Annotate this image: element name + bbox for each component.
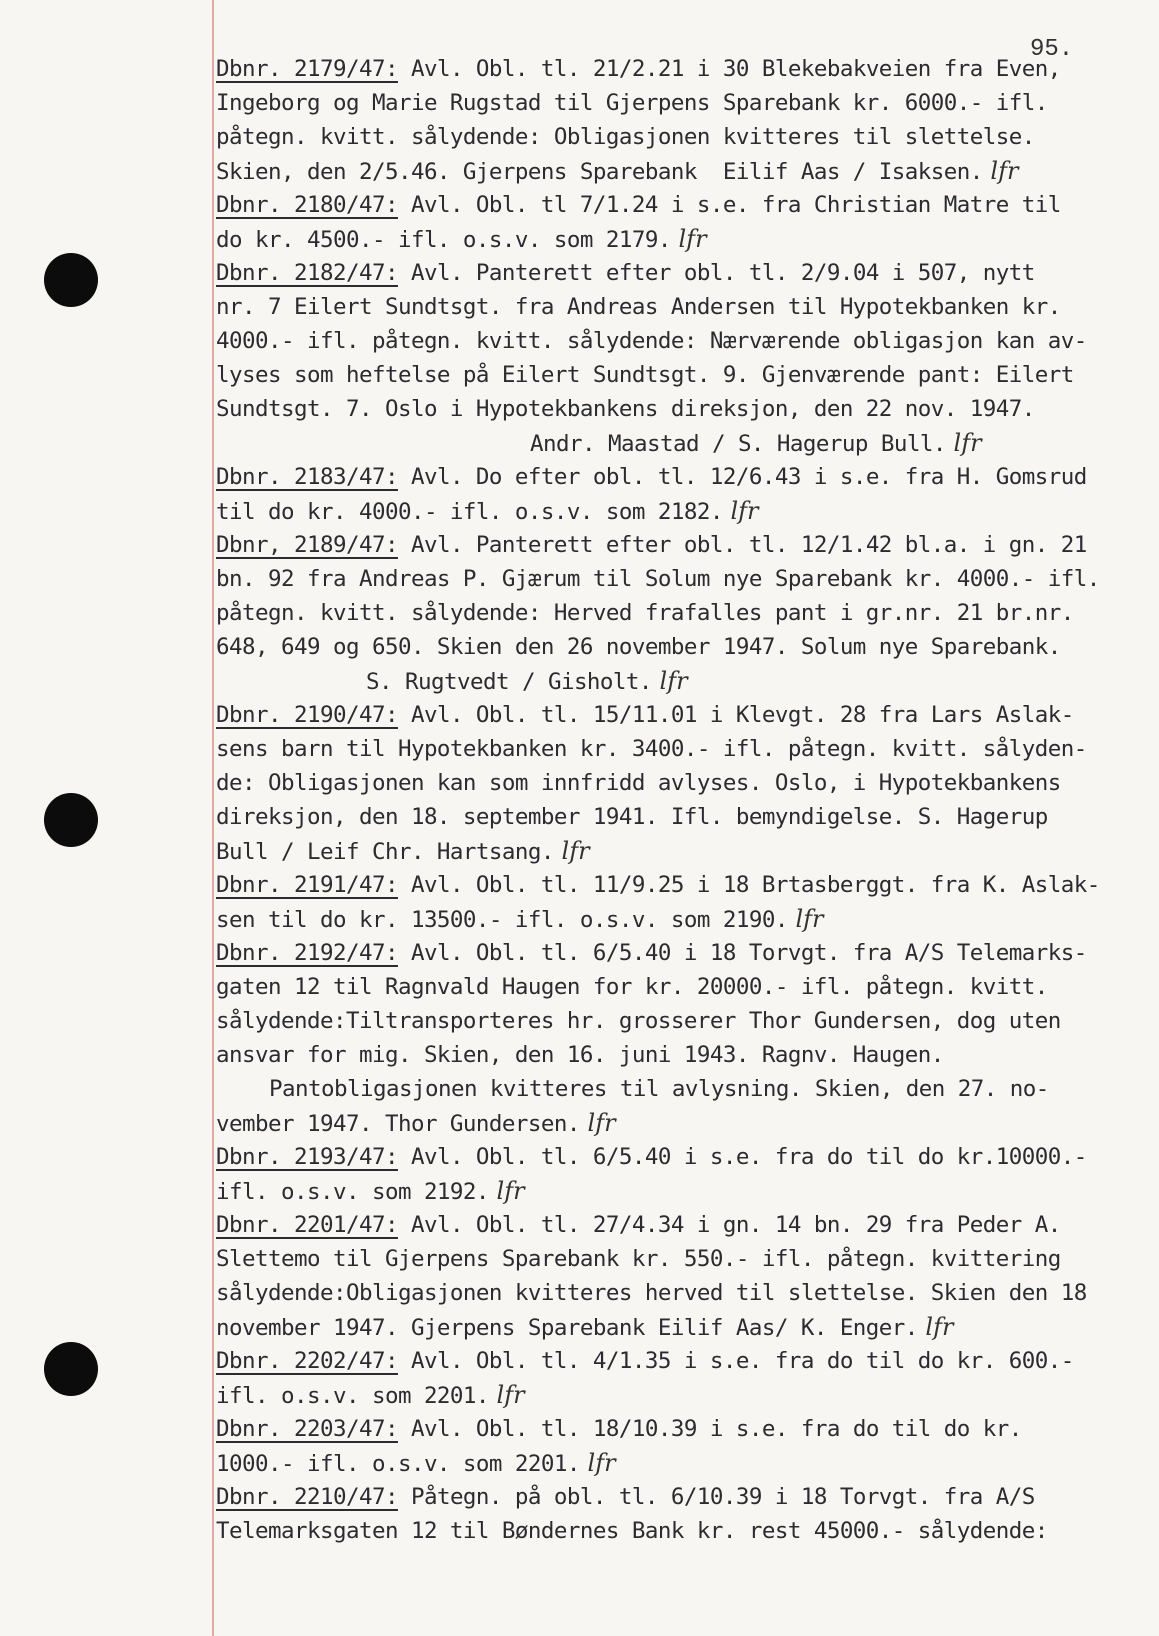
text-line [216, 426, 1146, 460]
entry-text: Avl. Panterett efter obl. tl. 12/1.42 bl.a. i gn. 21 [397, 532, 1087, 558]
entry-text: Avl. Obl. tl. 6/5.40 i 18 Torvgt. fra A/S Telemarks- [397, 940, 1087, 966]
ledger-text [216, 52, 1146, 1548]
entry-reference: Dbnr. 2203/47: [216, 1416, 398, 1442]
text-line [216, 766, 1146, 800]
entry-line [216, 698, 1146, 732]
text-line [216, 1038, 1146, 1072]
entry-line [216, 936, 1146, 970]
text-line [216, 664, 1146, 698]
entry-text: Avl. Obl. tl. 4/1.35 i s.e. fra do til do kr. 600.- [397, 1348, 1074, 1374]
entry-text: Avl. Obl. tl 7/1.24 i s.e. fra Christian Matre til [397, 192, 1061, 218]
punch-hole [44, 1342, 98, 1396]
entry-text: påtegn. kvitt. sålydende: Herved frafalles pant i gr.nr. 21 br.nr. [216, 600, 1074, 626]
handwritten-mark: lfr [651, 667, 688, 695]
entry-reference: Dbnr. 2180/47: [216, 192, 398, 218]
entry-text: sen til do kr. 13500.- ifl. o.s.v. som 2190. [216, 907, 788, 933]
entry-text: bn. 92 fra Andreas P. Gjærum til Solum nye Sparebank kr. 4000.- ifl. [216, 566, 1100, 592]
entry-reference: Dbnr, 2189/47: [216, 532, 398, 558]
text-line [216, 120, 1146, 154]
entry-reference: Dbnr. 2201/47: [216, 1212, 398, 1238]
handwritten-mark: lfr [488, 1177, 525, 1205]
text-line [216, 970, 1146, 1004]
entry-text: lyses som heftelse på Eilert Sundtsgt. 9. Gjenværende pant: Eilert [216, 362, 1074, 388]
entry-text: ifl. o.s.v. som 2192. [216, 1179, 489, 1205]
entry-reference: Dbnr. 2210/47: [216, 1484, 398, 1510]
entry-text: Bull / Leif Chr. Hartsang. [216, 839, 554, 865]
text-line [216, 1072, 1146, 1106]
handwritten-mark: lfr [488, 1381, 525, 1409]
entry-text: Avl. Obl. tl. 15/11.01 i Klevgt. 28 fra Lars Aslak- [397, 702, 1074, 728]
text-line [216, 324, 1146, 358]
entry-text: 1000.- ifl. o.s.v. som 2201. [216, 1451, 580, 1477]
entry-text: Sundtsgt. 7. Oslo i Hypotekbankens direksjon, den 22 nov. 1947. [216, 396, 1035, 422]
entry-text: november 1947. Gjerpens Sparebank Eilif Aas/ K. Enger. [216, 1315, 918, 1341]
entry-text: de: Obligasjonen kan som innfridd avlyses. Oslo, i Hypotekbankens [216, 770, 1061, 796]
entry-text: sens barn til Hypotekbanken kr. 3400.- ifl. påtegn. kvitt. sålyden- [216, 736, 1087, 762]
text-line [216, 1106, 1146, 1140]
entry-text: Avl. Obl. tl. 18/10.39 i s.e. fra do til do kr. [397, 1416, 1022, 1442]
entry-text: Skien, den 2/5.46. Gjerpens Sparebank Eilif Aas / Isaksen. [216, 159, 983, 185]
text-line [216, 630, 1146, 664]
handwritten-mark: lfr [579, 1109, 616, 1137]
text-line [216, 494, 1146, 528]
text-line [216, 154, 1146, 188]
text-line [216, 1514, 1146, 1548]
entry-text: Pantobligasjonen kvitteres til avlysning. Skien, den 27. no- [269, 1076, 1049, 1102]
entry-text: Avl. Do efter obl. tl. 12/6.43 i s.e. fra H. Gomsrud [397, 464, 1087, 490]
entry-text: nr. 7 Eilert Sundtsgt. fra Andreas Andersen til Hypotekbanken kr. [216, 294, 1061, 320]
entry-line [216, 256, 1146, 290]
entry-text: 4000.- ifl. påtegn. kvitt. sålydende: Nærværende obligasjon kan av- [216, 328, 1087, 354]
entry-text: Avl. Obl. tl. 27/4.34 i gn. 14 bn. 29 fra Peder A. [397, 1212, 1061, 1238]
entry-text: påtegn. kvitt. sålydende: Obligasjonen kvitteres til slettelse. [216, 124, 1035, 150]
entry-reference: Dbnr. 2202/47: [216, 1348, 398, 1374]
entry-text: ansvar for mig. Skien, den 16. juni 1943. Ragnv. Haugen. [216, 1042, 944, 1068]
entry-reference: Dbnr. 2192/47: [216, 940, 398, 966]
entry-line [216, 1208, 1146, 1242]
text-line [216, 358, 1146, 392]
entry-line [216, 1480, 1146, 1514]
entry-text: Avl. Obl. tl. 21/2.21 i 30 Blekebakveien fra Even, [397, 56, 1061, 82]
text-line [216, 800, 1146, 834]
entry-text: 648, 649 og 650. Skien den 26 november 1947. Solum nye Sparebank. [216, 634, 1061, 660]
handwritten-mark: lfr [787, 905, 824, 933]
text-line [216, 1446, 1146, 1480]
text-line [216, 1242, 1146, 1276]
entry-reference: Dbnr. 2190/47: [216, 702, 398, 728]
punch-hole [44, 253, 98, 307]
handwritten-mark: lfr [722, 497, 759, 525]
entry-reference: Dbnr. 2191/47: [216, 872, 398, 898]
text-line [216, 222, 1146, 256]
entry-line [216, 52, 1146, 86]
handwritten-mark: lfr [670, 225, 707, 253]
page-number: 95. [1030, 36, 1074, 63]
margin-line [212, 0, 214, 1636]
entry-text: ifl. o.s.v. som 2201. [216, 1383, 489, 1409]
text-line [216, 596, 1146, 630]
handwritten-mark: lfr [579, 1449, 616, 1477]
entry-text: gaten 12 til Ragnvald Haugen for kr. 20000.- ifl. påtegn. kvitt. [216, 974, 1048, 1000]
entry-line [216, 868, 1146, 902]
entry-reference: Dbnr. 2179/47: [216, 56, 398, 82]
punch-hole [44, 793, 98, 847]
text-line [216, 1310, 1146, 1344]
entry-text: S. Rugtvedt / Gisholt. [366, 669, 652, 695]
entry-text: Avl. Panterett efter obl. tl. 2/9.04 i 507, nytt [397, 260, 1035, 286]
text-line [216, 1174, 1146, 1208]
text-line [216, 1276, 1146, 1310]
entry-line [216, 1344, 1146, 1378]
text-line [216, 732, 1146, 766]
entry-reference: Dbnr. 2183/47: [216, 464, 398, 490]
text-line [216, 1004, 1146, 1038]
entry-line [216, 188, 1146, 222]
text-line [216, 902, 1146, 936]
entry-reference: Dbnr. 2182/47: [216, 260, 398, 286]
entry-text: til do kr. 4000.- ifl. o.s.v. som 2182. [216, 499, 723, 525]
entry-text: direksjon, den 18. september 1941. Ifl. bemyndigelse. S. Hagerup [216, 804, 1048, 830]
handwritten-mark: lfr [553, 837, 590, 865]
entry-reference: Dbnr. 2193/47: [216, 1144, 398, 1170]
entry-text: sålydende:Obligasjonen kvitteres herved til slettelse. Skien den 18 [216, 1280, 1087, 1306]
entry-text: Andr. Maastad / S. Hagerup Bull. [530, 431, 946, 457]
entry-line [216, 528, 1146, 562]
entry-text: Ingeborg og Marie Rugstad til Gjerpens Sparebank kr. 6000.- ifl. [216, 90, 1048, 116]
entry-text: Avl. Obl. tl. 6/5.40 i s.e. fra do til do kr.10000.- [397, 1144, 1087, 1170]
entry-text: Telemarksgaten 12 til Bøndernes Bank kr. rest 45000.- sålydende: [216, 1518, 1048, 1544]
entry-line [216, 1140, 1146, 1174]
entry-line [216, 460, 1146, 494]
text-line [216, 290, 1146, 324]
text-line [216, 1378, 1146, 1412]
entry-text: Påtegn. på obl. tl. 6/10.39 i 18 Torvgt. fra A/S [397, 1484, 1035, 1510]
text-line [216, 86, 1146, 120]
text-line [216, 562, 1146, 596]
handwritten-mark: lfr [982, 157, 1019, 185]
handwritten-mark: lfr [917, 1313, 954, 1341]
handwritten-mark: lfr [945, 429, 982, 457]
text-line [216, 392, 1146, 426]
entry-text: Slettemo til Gjerpens Sparebank kr. 550.- ifl. påtegn. kvittering [216, 1246, 1061, 1272]
entry-text: sålydende:Tiltransporteres hr. grosserer Thor Gundersen, dog uten [216, 1008, 1061, 1034]
entry-text: do kr. 4500.- ifl. o.s.v. som 2179. [216, 227, 671, 253]
entry-text: Avl. Obl. tl. 11/9.25 i 18 Brtasberggt. fra K. Aslak- [397, 872, 1100, 898]
entry-text: vember 1947. Thor Gundersen. [216, 1111, 580, 1137]
text-line [216, 834, 1146, 868]
entry-line [216, 1412, 1146, 1446]
